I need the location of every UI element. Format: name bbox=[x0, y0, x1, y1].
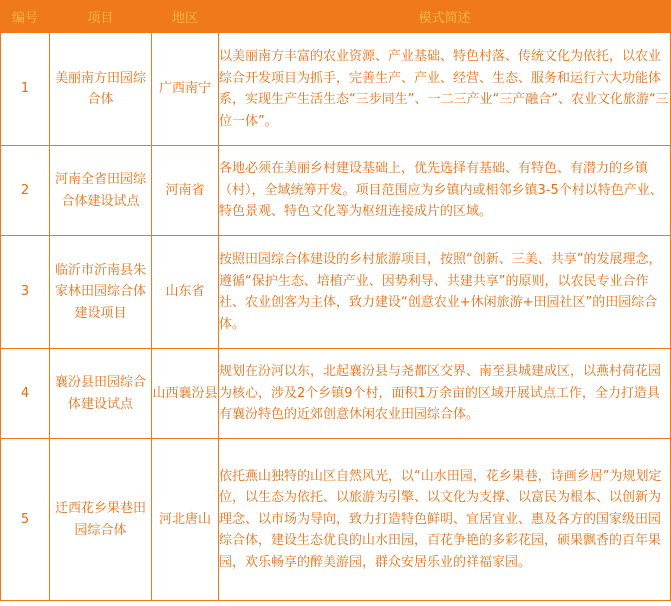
header-row bbox=[1, 1, 671, 33]
project-name: 河南全省田园综合体建设试点 bbox=[50, 146, 152, 236]
mode-description: 以美丽南方丰富的农业资源、产业基础、特色村落、传统文化为依托，以农业综合开发项目为抓手，完善生产、产业、经营、生态、服务和运行六大功能体系，实现生产生活生态“三步同生”、一二三产业“三产融合”、农业文化旅游“三位一体”。 bbox=[219, 33, 671, 146]
table-row bbox=[1, 236, 671, 349]
project-name: 襄汾县田园综合体建设试点 bbox=[50, 349, 152, 439]
row-number: 1 bbox=[1, 33, 50, 146]
row-number: 4 bbox=[1, 349, 50, 439]
table-row bbox=[1, 349, 671, 439]
table-row bbox=[1, 146, 671, 236]
header-area: 地区 bbox=[152, 1, 219, 33]
area-name: 广西南宁 bbox=[152, 33, 219, 146]
area-name: 山西襄汾县 bbox=[152, 349, 219, 439]
project-name: 美丽南方田园综合体 bbox=[50, 33, 152, 146]
header-num: 编号 bbox=[1, 1, 50, 33]
table-row bbox=[1, 33, 671, 146]
header-project: 项目 bbox=[50, 1, 152, 33]
mode-description: 依托燕山独特的山区自然风光，以“山水田园，花乡果巷，诗画乡居”为规划定位，以生态为依托、以旅游为引擎、以文化为支撑、以富民为根本、以创新为理念、以市场为导向，致力打造特色鲜明、宜居宜业、惠及各方的国家级田园综合体，建设生态优良的山水田园，百花争艳的多彩花园，硕果飘香的百年果园，欢乐畅享的醉美游园，群众安居乐业的祥福家园。 bbox=[219, 439, 671, 601]
table-header bbox=[1, 1, 671, 33]
row-number: 2 bbox=[1, 146, 50, 236]
mode-description: 规划在汾河以东，北起襄汾县与尧都区交界、南至县城建成区，以燕村荷花园为核心，涉及2个乡镇9个村，面积1万余亩的区域开展试点工作，全力打造具有襄汾特色的近郊创意休闲农业田园综合体。 bbox=[219, 349, 671, 439]
mode-description: 各地必须在美丽乡村建设基础上，优先选择有基础、有特色、有潜力的乡镇（村），全域统筹开发。项目范围应为乡镇内或相邻乡镇3-5个村以特色产业、特色景观、特色文化等为枢纽连接成片的区域。 bbox=[219, 146, 671, 236]
area-name: 河南省 bbox=[152, 146, 219, 236]
mode-description: 按照田园综合体建设的乡村旅游项目，按照“创新、三美、共享”的发展理念，遵循“保护生态、培植产业、因势利导、共建共享”的原则，以农民专业合作社、农业创客为主体，致力建设“创意农业+休闲旅游+田园社区”的田园综合体。 bbox=[219, 236, 671, 349]
project-name: 迁西花乡果巷田园综合体 bbox=[50, 439, 152, 601]
table-body bbox=[1, 33, 671, 601]
table-row bbox=[1, 439, 671, 601]
area-name: 河北唐山 bbox=[152, 439, 219, 601]
header-mode: 模式简述 bbox=[219, 1, 671, 33]
row-number: 3 bbox=[1, 236, 50, 349]
row-number: 5 bbox=[1, 439, 50, 601]
project-name: 临沂市沂南县朱家林田园综合体建设项目 bbox=[50, 236, 152, 349]
area-name: 山东省 bbox=[152, 236, 219, 349]
